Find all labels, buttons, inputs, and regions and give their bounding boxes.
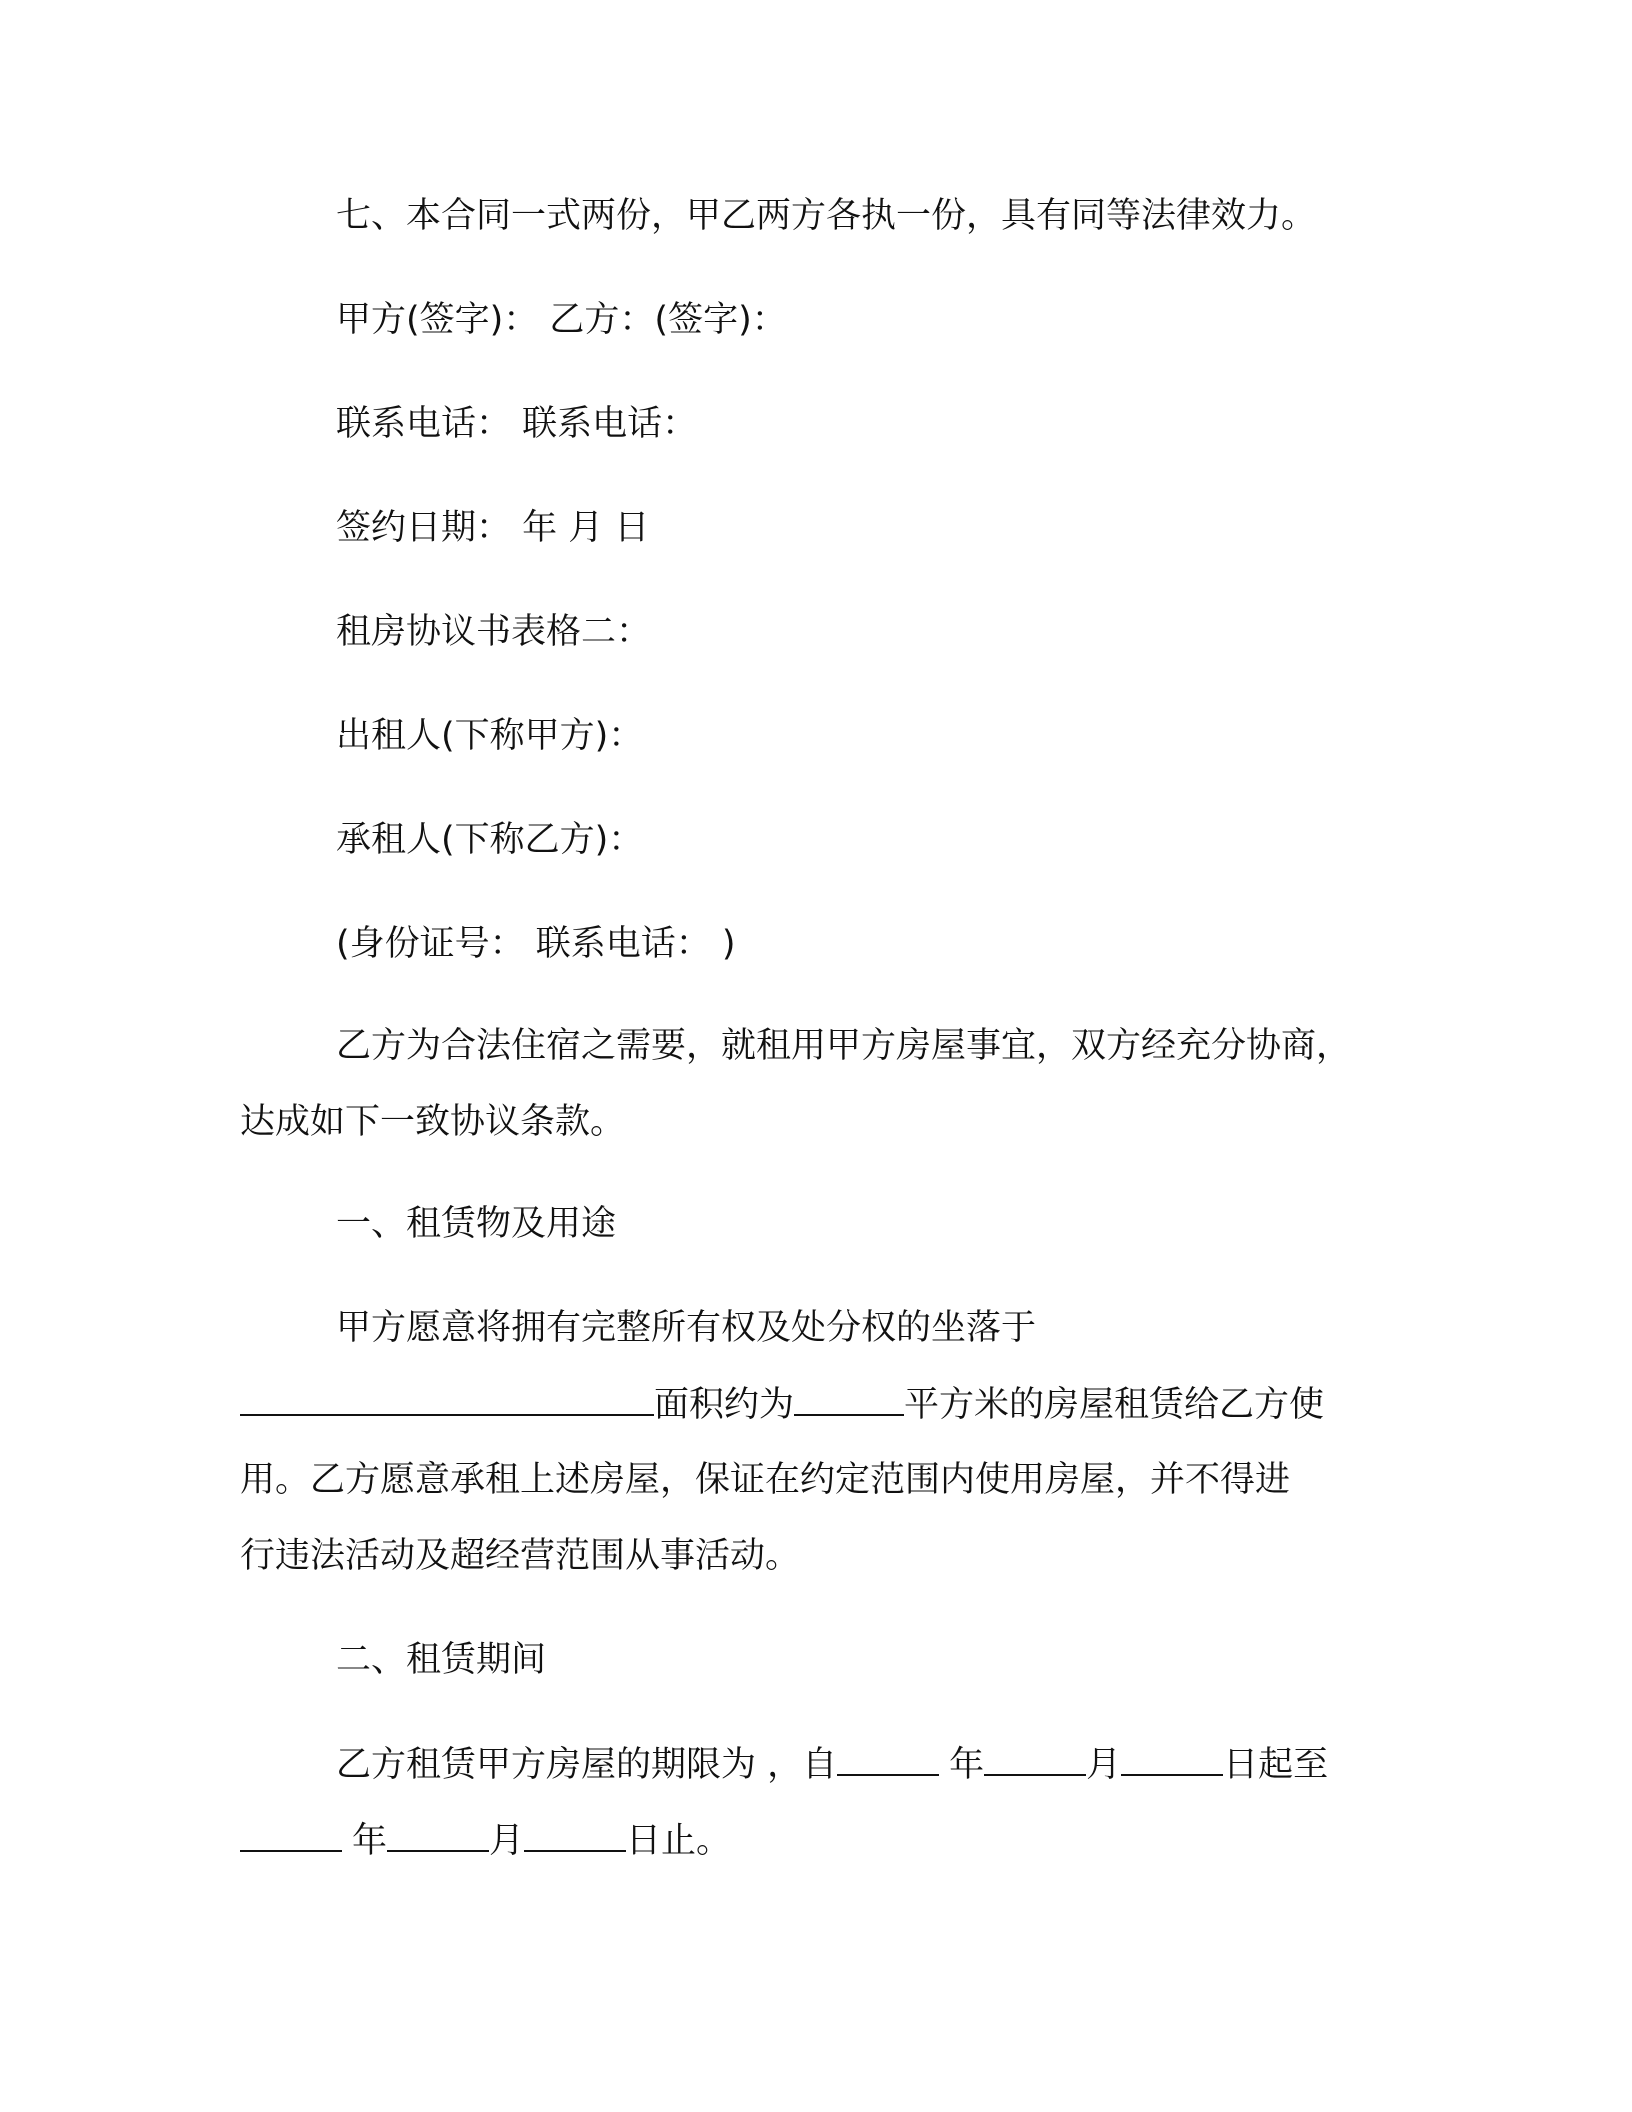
area-unit-text: 平方米的房屋租赁给乙方使 (904, 1385, 1325, 1425)
signature-line: 甲方(签字)： 乙方：(签字)： (336, 300, 787, 340)
end-month-blank (387, 1816, 489, 1852)
start-year-blank (837, 1740, 939, 1776)
area-label: 面积约为 (654, 1385, 795, 1425)
start-day-blank (1121, 1740, 1223, 1776)
lease-term-text: 乙方租赁甲方房屋的期限为 ，自 (336, 1745, 838, 1785)
lease-term-line-1 (336, 1740, 1328, 1789)
end-month-label: 月 (489, 1821, 525, 1861)
clause-seven: 七、本合同一式两份，甲乙两方各执一份，具有同等法律效力。 (336, 196, 1317, 236)
end-day-blank (524, 1816, 626, 1852)
lessor-line: 出租人(下称甲方)： (336, 716, 644, 756)
end-day-label: 日止。 (626, 1821, 732, 1861)
end-year-label: 年 (352, 1821, 388, 1861)
id-phone-line: (身份证号： 联系电话： ) (336, 924, 736, 964)
contact-phone-line: 联系电话： 联系电话： (336, 404, 698, 444)
form-two-heading: 租房协议书表格二： (336, 612, 652, 652)
section-two-heading: 二、租赁期间 (336, 1640, 547, 1680)
lease-term-line-2 (240, 1816, 731, 1865)
section-one-paragraph-line-2 (240, 1380, 1324, 1429)
section-one-paragraph-line-1: 甲方愿意将拥有完整所有权及处分权的坐落于 (336, 1308, 1037, 1348)
section-one-paragraph-line-3: 用。乙方愿意承租上述房屋，保证在约定范围内使用房屋，并不得进 (240, 1460, 1291, 1500)
start-month-label: 月 (1086, 1745, 1122, 1785)
area-blank (794, 1380, 904, 1416)
start-month-blank (984, 1740, 1086, 1776)
end-year-blank (240, 1816, 342, 1852)
location-blank (240, 1380, 654, 1416)
section-one-paragraph-line-4: 行违法活动及超经营范围从事活动。 (240, 1536, 801, 1576)
lessee-line: 承租人(下称乙方)： (336, 820, 644, 860)
intro-paragraph-line-1: 乙方为合法住宿之需要，就租用甲方房屋事宜，双方经充分协商， (336, 1026, 1352, 1066)
start-year-label: 年 (949, 1745, 985, 1785)
start-day-label: 日起至 (1223, 1745, 1329, 1785)
signing-date-line: 签约日期： 年 月 日 (336, 508, 650, 548)
section-one-heading: 一、租赁物及用途 (336, 1204, 617, 1244)
intro-paragraph-line-2: 达成如下一致协议条款。 (240, 1102, 626, 1142)
